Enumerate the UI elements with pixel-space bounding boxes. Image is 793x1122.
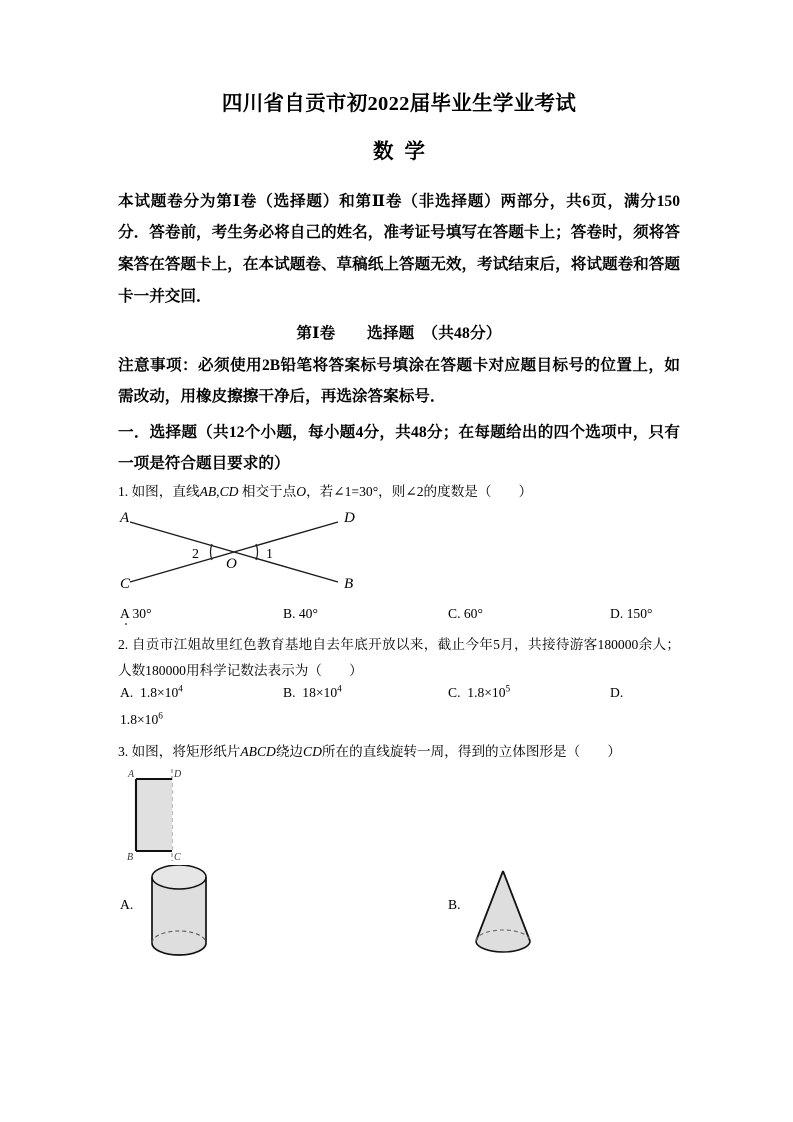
question-1-option-b[interactable] [283,606,318,622]
question-1-stem-text-1: 1. 如图，直线 [118,484,200,500]
question-3-stem-text-1: 3. 如图，将矩形纸片 [118,743,241,759]
svg-text:D: D [344,509,355,526]
question-3-option-a[interactable] [120,897,133,913]
question-2-option-a-exponent: 4 [178,683,183,694]
question-1-stem-text-2: 相交于点 [241,484,297,500]
question-1-stem-text-3: ，若∠1=30°，则∠2的度数是（ ） [306,484,533,500]
question-2-option-d-exponent: 6 [158,710,163,721]
question-1-math-o: O [296,484,307,500]
question-2-option-c-label: C. [448,684,461,700]
question-1-option-d-text: 150° [626,605,653,621]
question-2-option-c[interactable] [448,685,510,701]
svg-text:B: B [127,852,134,864]
exam-instructions-paragraph: 本试题卷分为第Ⅰ卷（选择题）和第Ⅱ卷（非选择题）两部分，共6页，满分150分．答卷前，考生务必将自己的姓名，准考证号填写在答题卡上；答卷时，须将答案答在答题卡上，在本试题卷、草稿纸上答题无效，考试结束后，将试题卷和答题卡一并交回． [118,192,680,305]
question-3-figure-block [118,765,680,865]
svg-text:B: B [344,575,354,592]
svg-text:C: C [120,575,131,592]
section-heading-part-one: 第Ⅰ卷 选择题 （共48分） [296,325,502,343]
cylinder-icon [146,865,246,965]
question-2-option-c-mantissa: 1.8×10 [467,684,506,700]
subject-title: 数学 [373,140,436,163]
question-1-option-c-text: 60° [463,605,483,621]
svg-text:A: A [120,509,130,526]
question-1-option-a[interactable] [120,606,152,622]
page-content [118,0,680,977]
question-3-stem-text-2: 绕边 [275,743,304,759]
question-2-option-c-exponent: 5 [505,683,511,694]
question-3-option-b-label: B. [448,897,461,913]
question-2-option-a-mantissa: 1.8×10 [140,684,179,700]
question-3-option-a-label: A. [120,897,134,913]
rectangle-abcd-figure [118,765,228,865]
question-1-figure-block [118,506,680,606]
question-2-option-a-label: A. [120,684,134,700]
question-3-stem-text-3: 所在的直线旋转一周，得到的立体图形是（ ） [321,743,621,759]
svg-text:D: D [174,769,182,781]
question-3-options [118,865,680,977]
question-3-stem [118,739,680,766]
cone-icon [468,865,568,965]
page-title: 四川省自贡市初2022届毕业生学业考试 [221,93,577,115]
notice-paragraph: 注意事项：必须使用2B铅笔将答案标号填涂在答题卡对应题目标号的位置上，如需改动，用橡皮擦擦干净后，再选涂答案标号． [118,356,680,406]
question-2-option-d-mantissa: 1.8×10 [120,711,159,727]
intersecting-lines-figure [116,508,376,598]
question-3-math-abcd: ABCD [240,743,276,759]
question-2-option-d-value[interactable] [120,712,163,728]
question-1-option-c-label: C. [448,605,461,621]
question-2-option-b-exponent: 4 [337,683,342,694]
svg-text:2: 2 [192,546,199,562]
question-2-option-b-mantissa: 18×10 [302,684,338,700]
question-2-options [118,685,680,739]
question-1-options [118,606,680,632]
question-1-option-d-label: D. [610,605,624,621]
svg-text:A: A [128,769,135,781]
part-one-heading: 一．选择题（共12个小题，每小题4分，共48分；在每题给出的四个选项中，只有一项是符合题目要求的） [118,424,680,473]
question-1-stem [118,479,680,506]
svg-text:O: O [226,555,237,572]
question-2-option-a[interactable] [120,685,183,701]
svg-text:1: 1 [266,546,273,562]
question-2-option-b-label: B. [283,684,296,700]
question-2-stem: 2. 自贡市江姐故里红色教育基地自去年底开放以来，截止今年5月，共接待游客180000余人；人数180000用科学记数法表示为（ ） [118,636,680,679]
stray-dot-mark [125,623,127,625]
question-1-math-ab-cd: AB,CD [199,484,239,500]
question-1-option-d[interactable] [610,606,652,622]
question-2-option-b[interactable] [283,685,342,701]
question-1-option-a-text: 30° [132,605,152,621]
svg-text:C: C [174,852,181,864]
question-1-option-c[interactable] [448,606,483,622]
question-1-option-b-label: B. [283,605,296,621]
question-2-option-d-label: D. [610,684,624,700]
question-1-option-b-text: 40° [298,605,318,621]
question-2-option-d-label-only[interactable] [610,685,623,701]
question-1-option-a-label: A [120,605,130,621]
question-3-option-b[interactable] [448,897,460,913]
question-3-math-cd: CD [303,743,322,759]
